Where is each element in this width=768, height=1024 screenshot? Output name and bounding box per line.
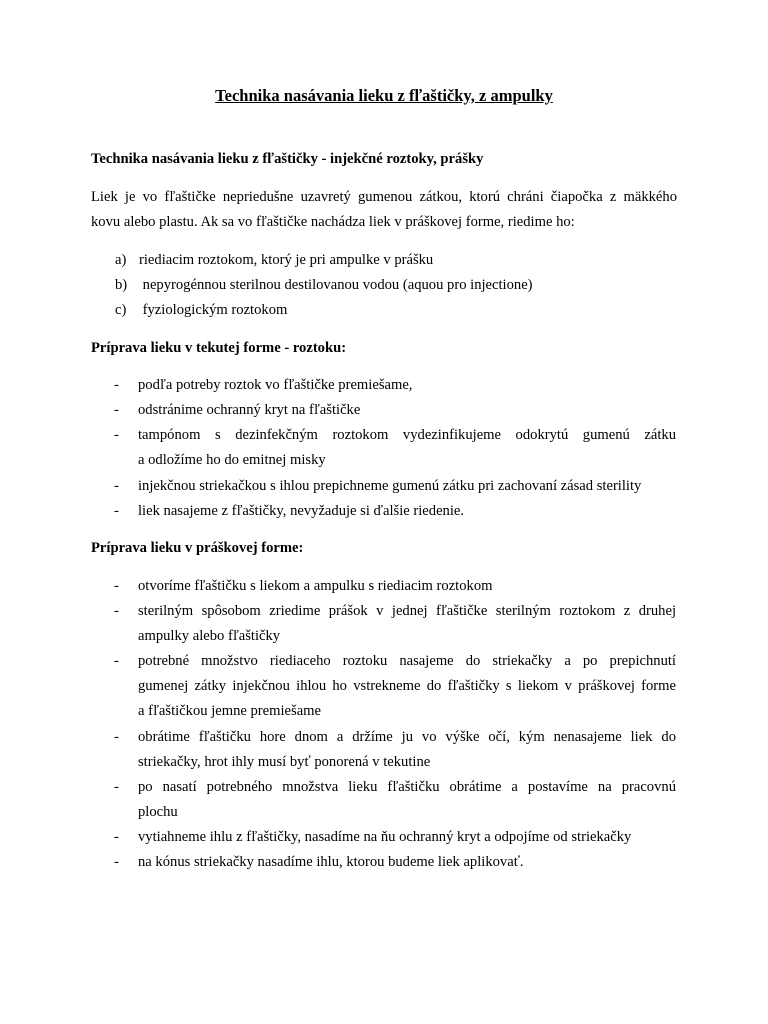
section-heading-powder-form: Príprava lieku v práškovej forme: [91,540,304,556]
option-text: fyziologickým roztokom [139,302,288,318]
dilution-option-b [115,273,533,298]
dilution-option-c [115,298,287,323]
list-item-text: liek nasajeme z fľaštičky, nevyžaduje si ďalšie riedenie. [138,503,465,519]
dilution-option-a [115,248,433,273]
list-item-text: podľa potreby roztok vo fľaštičke premiešame, [138,377,413,393]
list-item-text: gumenej zátky injekčnou ihlou ho vstrekneme do fľaštičky s liekom v práškovej forme [138,678,676,694]
bullet-dash: - [114,427,119,443]
bullet-dash: - [114,854,119,870]
bullet-dash: - [114,653,119,669]
option-marker: a) [115,252,127,268]
bullet-dash: - [114,603,119,619]
list-item-text: sterilným spôsobom zriedime prášok v jednej fľaštičke sterilným roztokom z druhej [138,603,676,619]
list-item-text: potrebné množstvo riediaceho roztoku nasajeme do striekačky a po prepichnutí [138,653,676,669]
list-item-text: ampulky alebo fľaštičky [138,628,281,644]
list-item-text: vytiahneme ihlu z fľaštičky, nasadíme na ňu ochranný kryt a odpojíme od striekačky [138,829,632,845]
list-item-text: na kónus striekačky nasadíme ihlu, ktorou budeme liek aplikovať. [138,854,524,870]
list-item-text: plochu [138,804,178,820]
list-item-text: po nasatí potrebného množstva lieku fľaštičku obrátime a postavíme na pracovnú [138,779,676,795]
list-item-text: odstránime ochranný kryt na fľaštičke [138,402,361,418]
section-heading-liquid-form: Príprava lieku v tekutej forme - roztoku: [91,340,347,356]
list-item-text: otvoríme fľaštičku s liekom a ampulku s riediacim roztokom [138,578,493,594]
list-item-text: a fľaštičkou jemne premiešame [138,703,322,719]
bullet-dash: - [114,377,119,393]
option-text: nepyrogénnou sterilnou destilovanou vodou (aquou pro injectione) [139,277,533,293]
option-marker: c) [115,302,127,318]
bullet-dash: - [114,779,119,795]
intro-line-2: kovu alebo plastu. Ak sa vo fľaštičke nachádza liek v práškovej forme, riedime ho: [91,214,575,230]
bullet-dash: - [114,503,119,519]
list-item-text: injekčnou striekačkou s ihlou prepichneme gumenú zátku pri zachovaní zásad sterility [138,478,642,494]
list-item-text: tampónom s dezinfekčným roztokom vydezinfikujeme odokrytú gumenú zátku [138,427,676,443]
section-heading-solutions: Technika nasávania lieku z fľaštičky - injekčné roztoky, prášky [91,151,484,167]
list-item-text: striekačky, hrot ihly musí byť ponorená v tekutine [138,754,431,770]
list-item-text: a odložíme ho do emitnej misky [138,452,326,468]
bullet-dash: - [114,402,119,418]
bullet-dash: - [114,578,119,594]
intro-line-1: Liek je vo fľaštičke nepriedušne uzavretý gumenou zátkou, ktorú chráni čiapočka z mäkkého [91,189,677,205]
bullet-dash: - [114,478,119,494]
option-text: riediacim roztokom, ktorý je pri ampulke v prášku [139,252,434,268]
list-item-text: obrátime fľaštičku hore dnom a držíme ju vo výške očí, kým nenasajeme liek do [138,729,676,745]
document-title: Technika nasávania lieku z fľaštičky, z ampulky [215,86,553,105]
bullet-dash: - [114,729,119,745]
bullet-dash: - [114,829,119,845]
option-marker: b) [115,277,128,293]
intro-paragraph [91,185,677,235]
